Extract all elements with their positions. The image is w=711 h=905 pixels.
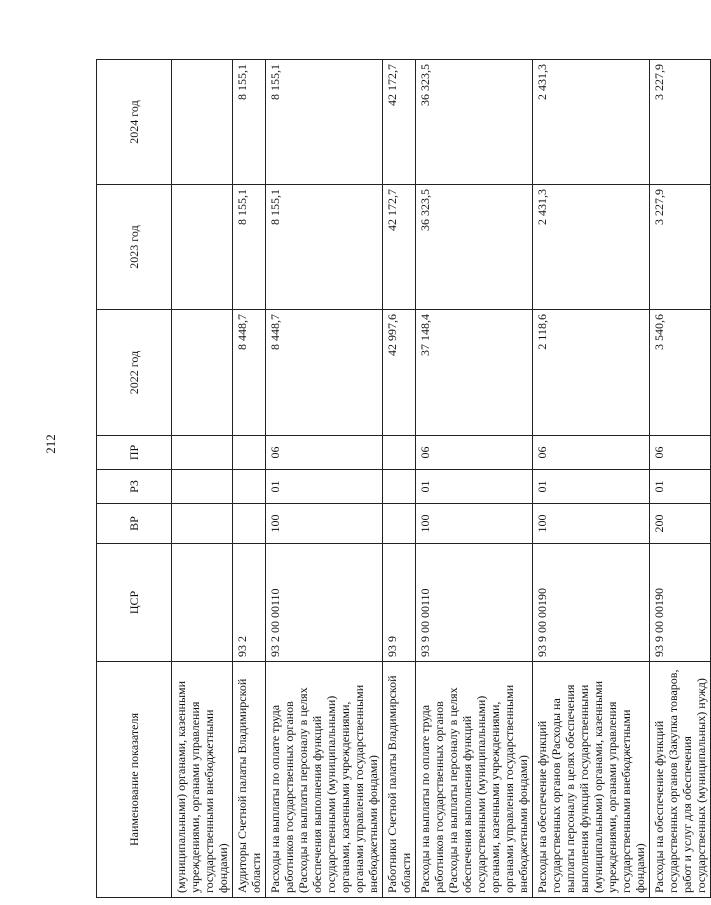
row-2022: 8 448,7 — [266, 310, 383, 436]
row-2023: 3 227,9 — [650, 185, 711, 310]
row-vr — [233, 504, 266, 544]
row-csr: 93 2 00 00110 — [266, 544, 383, 662]
row-csr: 93 9 00 00190 — [650, 544, 711, 662]
header-pr: ПР — [97, 436, 172, 470]
row-2024: 2 431,3 — [533, 60, 650, 185]
row-vr — [383, 504, 416, 544]
header-rz: РЗ — [97, 470, 172, 504]
row-2022: 3 540,6 — [650, 310, 711, 436]
header-2024: 2024 год — [97, 60, 172, 185]
header-csr: ЦСР — [97, 544, 172, 662]
row-csr: 93 2 — [233, 544, 266, 662]
table-row — [416, 60, 533, 898]
row-rz — [172, 470, 233, 504]
row-2022 — [172, 310, 233, 436]
row-csr — [172, 544, 233, 662]
row-vr: 100 — [416, 504, 533, 544]
row-2022: 42 997,6 — [383, 310, 416, 436]
row-rz: 01 — [650, 470, 711, 504]
row-rz — [233, 470, 266, 504]
row-2024: 8 155,1 — [233, 60, 266, 185]
row-2023: 8 155,1 — [233, 185, 266, 310]
table-row — [533, 60, 650, 898]
row-pr — [383, 436, 416, 470]
row-name: (муниципальными) органами, казенными учреждениями, органами управления государственными внебюджетными фондами) — [172, 662, 233, 898]
row-pr — [233, 436, 266, 470]
row-2023: 8 155,1 — [266, 185, 383, 310]
row-name: Расходы на выплаты по оплате труда работников государственных органов (Расходы на выплаты персоналу в целях обеспечения выполнения функций государственными (муниципальными) органами, казенными учреждениями, органами управления государственными внебюджетными фондами) — [416, 662, 533, 898]
header-2022: 2022 год — [97, 310, 172, 436]
row-2024: 42 172,7 — [383, 60, 416, 185]
row-2024: 3 227,9 — [650, 60, 711, 185]
row-csr: 93 9 00 00190 — [533, 544, 650, 662]
budget-table — [96, 59, 711, 898]
table-row — [383, 60, 416, 898]
row-csr: 93 9 — [383, 544, 416, 662]
row-2024: 36 323,5 — [416, 60, 533, 185]
row-vr: 100 — [266, 504, 383, 544]
table-header-row — [97, 60, 172, 898]
row-2022: 37 148,4 — [416, 310, 533, 436]
row-2023 — [172, 185, 233, 310]
row-vr: 200 — [650, 504, 711, 544]
row-name: Аудиторы Счетной палаты Владимирской области — [233, 662, 266, 898]
row-pr — [172, 436, 233, 470]
row-2023: 42 172,7 — [383, 185, 416, 310]
rotated-table-container — [96, 60, 708, 898]
row-pr: 06 — [650, 436, 711, 470]
row-2022: 8 448,7 — [233, 310, 266, 436]
row-2023: 2 431,3 — [533, 185, 650, 310]
row-rz: 01 — [533, 470, 650, 504]
header-vr: ВР — [97, 504, 172, 544]
row-rz: 01 — [266, 470, 383, 504]
row-pr: 06 — [266, 436, 383, 470]
table-row — [650, 60, 711, 898]
row-pr: 06 — [416, 436, 533, 470]
row-rz — [383, 470, 416, 504]
row-pr: 06 — [533, 436, 650, 470]
row-2024 — [172, 60, 233, 185]
header-name: Наименование показателя — [97, 662, 172, 898]
row-name: Работники Счетной палаты Владимирской области — [383, 662, 416, 898]
page-number: 212 — [43, 434, 58, 454]
row-2024: 8 155,1 — [266, 60, 383, 185]
row-csr: 93 9 00 00110 — [416, 544, 533, 662]
table-row — [266, 60, 383, 898]
row-2022: 2 118,6 — [533, 310, 650, 436]
header-2023: 2023 год — [97, 185, 172, 310]
row-2023: 36 323,5 — [416, 185, 533, 310]
row-rz: 01 — [416, 470, 533, 504]
table-row — [172, 60, 233, 898]
row-vr: 100 — [533, 504, 650, 544]
row-name: Расходы на обеспечение функций государственных органов (Расходы на выплаты персоналу в целях обеспечения выполнения функций государственными (муниципальными) органами, казенными учреждениями, органами управления государственными внебюджетными фондами) — [533, 662, 650, 898]
row-vr — [172, 504, 233, 544]
row-name: Расходы на выплаты по оплате труда работников государственных органов (Расходы на выплаты персоналу в целях обеспечения выполнения функций государственными (муниципальными) органами, казенными учреждениями, органами управления государственными внебюджетными фондами) — [266, 662, 383, 898]
row-name: Расходы на обеспечение функций государственных органов (Закупка товаров, работ и услуг для обеспечения государственных (муниципальных) нужд) — [650, 662, 711, 898]
table-row — [233, 60, 266, 898]
